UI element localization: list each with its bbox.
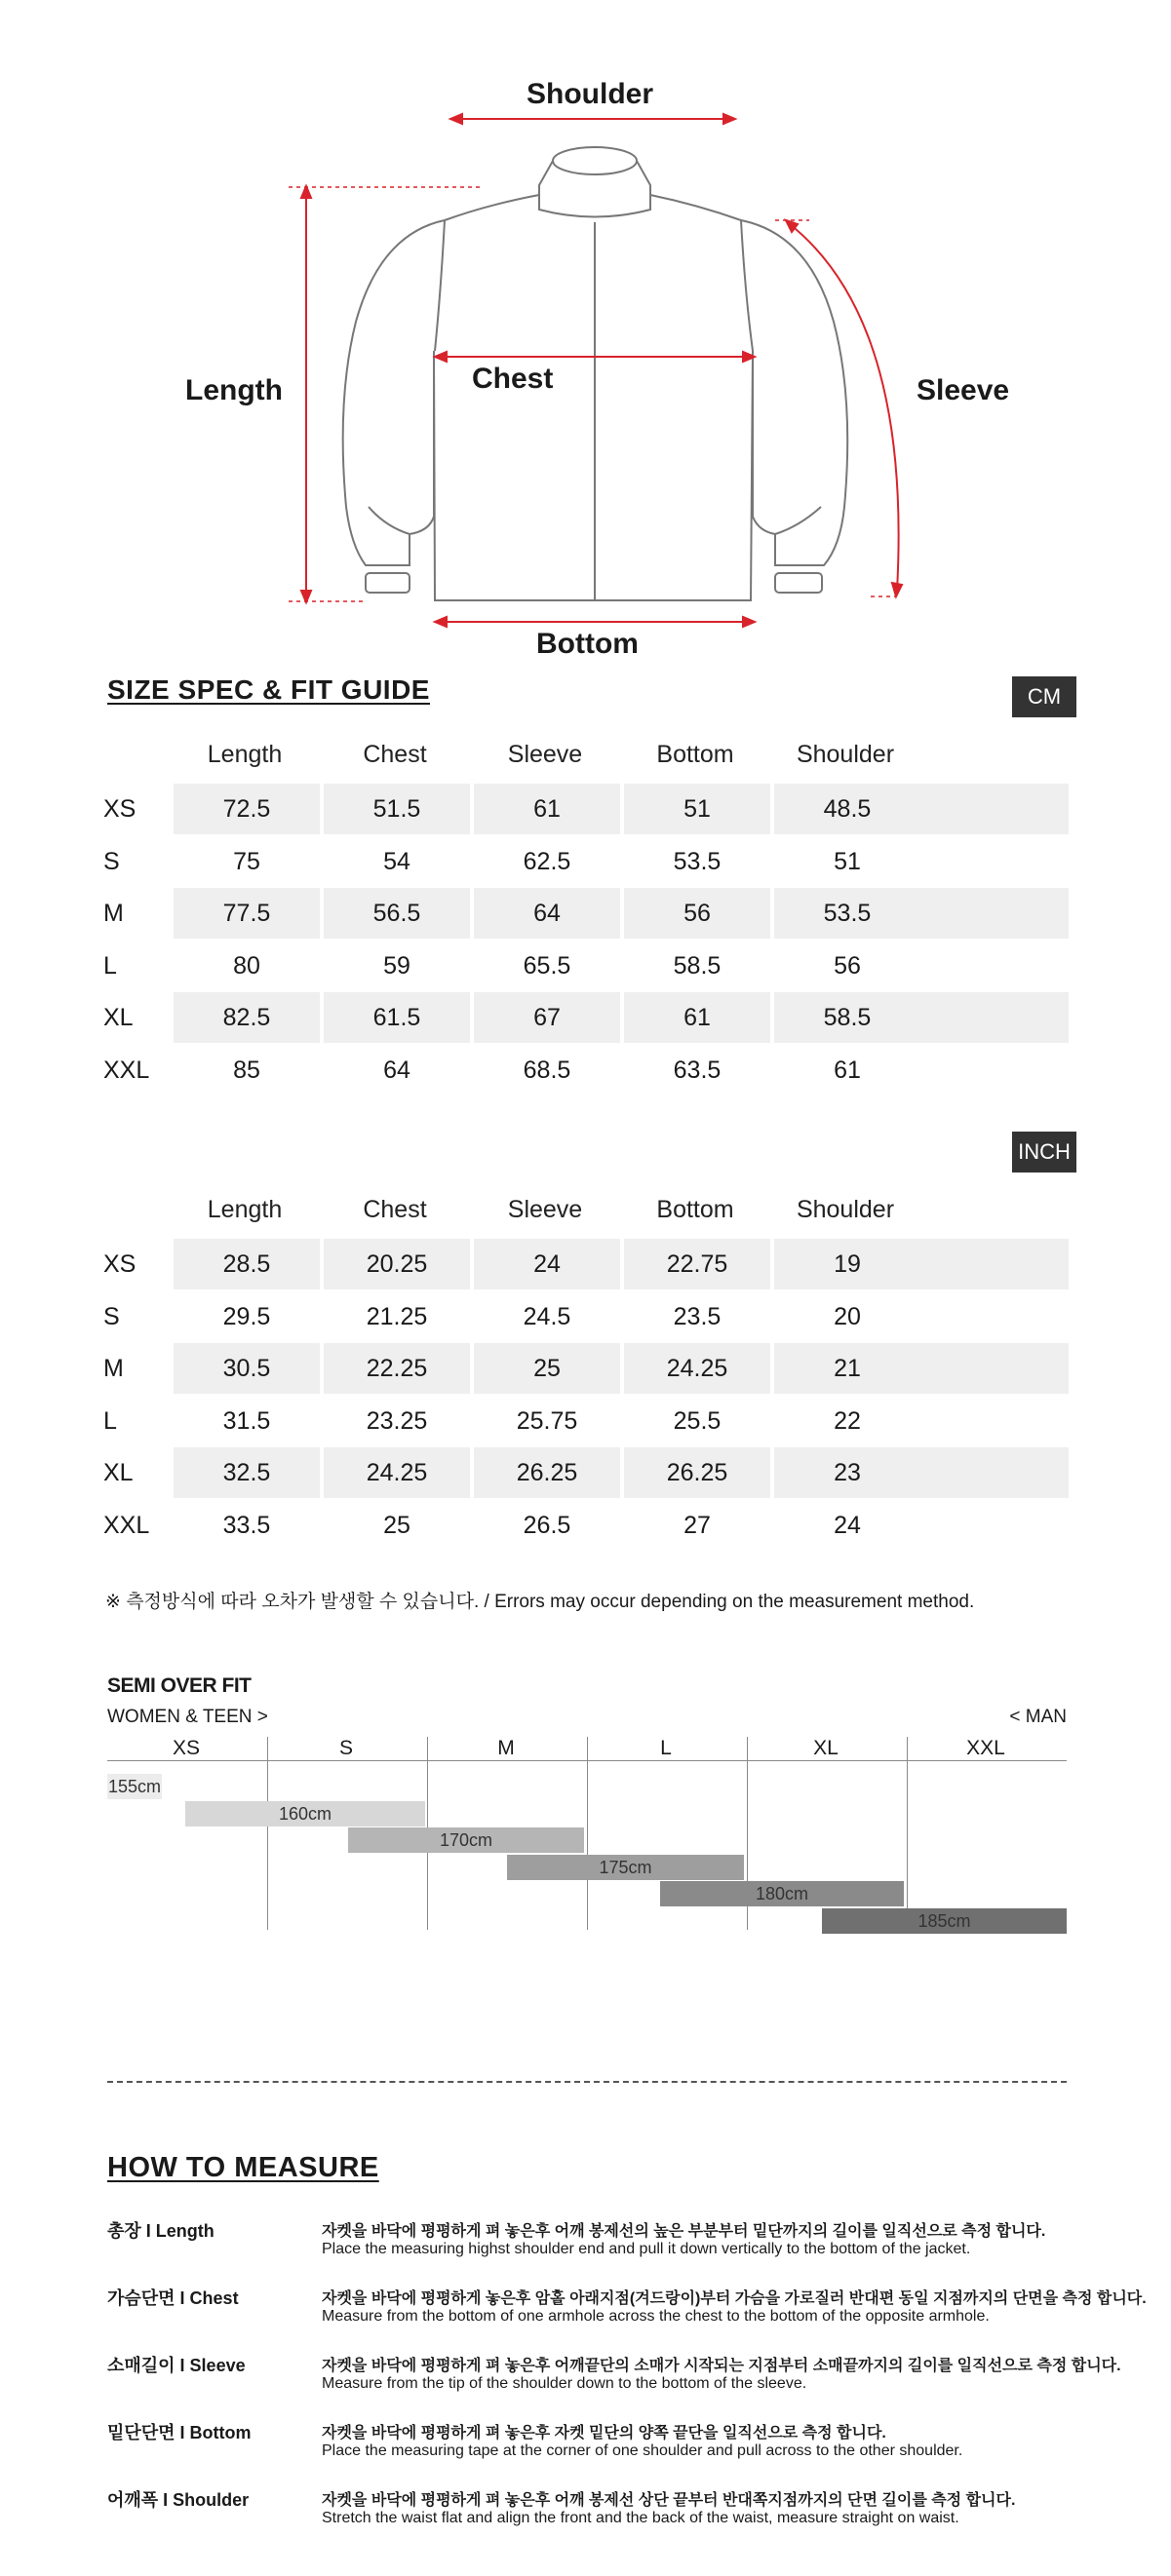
cell-bottom: 22.75: [624, 1239, 770, 1289]
cell-length: 77.5: [174, 888, 320, 939]
cell-shoulder: 53.5: [774, 888, 920, 939]
measure-desc-en: Stretch the waist flat and align the front and the back of the waist, measure straight on waist.: [322, 2510, 959, 2526]
measure-desc-en: Measure from the bottom of one armhole across the chest to the bottom of the opposite armhole.: [322, 2308, 990, 2325]
sleeve-label: Sleeve: [917, 374, 1010, 406]
cell-length: 32.5: [174, 1447, 320, 1498]
measure-desc-kr: 자켓을 바닥에 평평하게 놓은후 암홀 아래지점(겨드랑이)부터 가슴을 가로질러 반대편 동일 지점까지의 단면을 측정 합니다.: [322, 2290, 1147, 2307]
column-header-shoulder: Shoulder: [796, 741, 895, 768]
cell-shoulder: 58.5: [774, 992, 920, 1043]
column-header-sleeve: Sleeve: [507, 1196, 583, 1223]
cm-size-table: [105, 741, 1069, 1092]
fit-height-bar: 155cm: [107, 1774, 162, 1799]
blank-cell: [919, 784, 1069, 834]
measure-label: 어깨폭 I Shoulder: [107, 2490, 250, 2510]
cell-sleeve: 25: [474, 1343, 620, 1394]
cell-chest: 24.25: [324, 1447, 470, 1498]
cell-shoulder: 22: [834, 1406, 861, 1435]
size-label: XXL: [103, 1511, 150, 1539]
size-spec-title: SIZE SPEC & FIT GUIDE: [107, 674, 430, 705]
cell-chest: 23.25: [366, 1406, 428, 1435]
bottom-label: Bottom: [536, 628, 639, 660]
cell-length: 31.5: [222, 1406, 271, 1435]
cell-shoulder: 21: [774, 1343, 920, 1394]
table-row: [105, 888, 1069, 939]
cell-bottom: 27: [683, 1511, 711, 1539]
unit-badge-cm: CM: [1012, 676, 1076, 717]
cell-sleeve: 24: [474, 1239, 620, 1289]
blank-cell: [919, 992, 1069, 1043]
measure-desc-kr: 자켓을 바닥에 평평하게 펴 놓은후 자켓 밑단의 양쪽 끝단을 일직선으로 측정 합니다.: [322, 2425, 886, 2441]
cell-sleeve: 61: [474, 784, 620, 834]
table-row: [105, 836, 1069, 887]
fit-column-line: [587, 1737, 588, 1930]
cell-sleeve: 26.5: [523, 1511, 571, 1539]
cell-length: 28.5: [174, 1239, 320, 1289]
cell-bottom: 51: [624, 784, 770, 834]
fit-height-bar: 180cm: [660, 1881, 904, 1906]
measure-label: 가슴단면 I Chest: [107, 2288, 239, 2308]
unit-badge-inch: INCH: [1012, 1132, 1076, 1173]
chest-label: Chest: [472, 363, 554, 395]
cell-sleeve: 25.75: [516, 1406, 578, 1435]
fit-height-bar: 170cm: [348, 1827, 584, 1853]
table-row: [105, 1396, 1069, 1446]
cell-length: 82.5: [174, 992, 320, 1043]
size-label: M: [103, 900, 124, 927]
blank-cell: [919, 1239, 1069, 1289]
blank-cell: [919, 1343, 1069, 1394]
table-header: [105, 1196, 1069, 1235]
fit-size-l: L: [660, 1737, 672, 1759]
cell-shoulder: 24: [834, 1511, 861, 1539]
measurement-note: ※ 측정방식에 따라 오차가 발생할 수 있습니다. / Errors may occur depending on the measurement method.: [105, 1592, 975, 1612]
column-header-shoulder: Shoulder: [796, 1196, 895, 1223]
cell-sleeve: 64: [474, 888, 620, 939]
cell-bottom: 26.25: [624, 1447, 770, 1498]
blank-cell: [919, 888, 1069, 939]
cell-bottom: 53.5: [673, 847, 722, 875]
table-row: [105, 784, 1069, 834]
measure-desc-kr: 자켓을 바닥에 평평하게 펴 놓은후 어깨 봉제선 상단 끝부터 반대쪽지점까지의 단면 길이를 측정 합니다.: [322, 2492, 1016, 2509]
cell-length: 80: [233, 951, 260, 980]
table-row: [105, 1343, 1069, 1394]
cell-chest: 54: [383, 847, 410, 875]
cell-shoulder: 48.5: [774, 784, 920, 834]
size-label: XXL: [103, 1056, 150, 1084]
measure-label: 밑단단면 I Bottom: [107, 2423, 252, 2442]
table-row: [105, 1500, 1069, 1551]
cell-sleeve: 62.5: [523, 847, 571, 875]
size-label: XL: [103, 1004, 134, 1031]
table-row: [105, 1291, 1069, 1342]
cell-bottom: 24.25: [624, 1343, 770, 1394]
measure-desc-kr: 자켓을 바닥에 평평하게 펴 놓은후 어깨끝단의 소매가 시작되는 지점부터 소매끝까지의 길이를 일직선으로 측정 합니다.: [322, 2358, 1121, 2374]
measure-desc-en: Place the measuring tape at the corner of one shoulder and pull across to the other shoulder.: [322, 2442, 963, 2459]
size-label: M: [103, 1355, 124, 1382]
cell-chest: 20.25: [324, 1239, 470, 1289]
column-header-chest: Chest: [363, 1196, 427, 1223]
fit-size-xxl: XXL: [966, 1737, 1005, 1759]
blank-cell: [919, 1447, 1069, 1498]
column-header-chest: Chest: [363, 741, 427, 768]
cell-shoulder: 19: [774, 1239, 920, 1289]
cell-bottom: 61: [624, 992, 770, 1043]
table-row: [105, 1447, 1069, 1498]
cell-sleeve: 26.25: [474, 1447, 620, 1498]
cell-bottom: 23.5: [673, 1302, 722, 1330]
cell-chest: 56.5: [324, 888, 470, 939]
cell-chest: 25: [383, 1511, 410, 1539]
shoulder-label: Shoulder: [527, 78, 654, 110]
fit-height-bar: 175cm: [507, 1855, 744, 1880]
cell-bottom: 58.5: [673, 951, 722, 980]
fit-title: SEMI OVER FIT: [107, 1674, 252, 1697]
column-header-length: Length: [207, 741, 283, 768]
length-label: Length: [185, 374, 283, 406]
fit-size-m: M: [497, 1737, 515, 1759]
fit-height-bar: 160cm: [185, 1801, 425, 1826]
cell-shoulder: 56: [834, 951, 861, 980]
fit-height-bar: 185cm: [822, 1908, 1067, 1934]
cell-sleeve: 24.5: [523, 1302, 571, 1330]
measure-desc-en: Place the measuring highst shoulder end and pull it down vertically to the bottom of the jacket.: [322, 2241, 971, 2257]
cell-length: 29.5: [222, 1302, 271, 1330]
inch-size-table: [105, 1196, 1069, 1547]
fit-left-label: WOMEN & TEEN >: [107, 1707, 268, 1727]
fit-divider: [107, 1760, 1067, 1761]
fit-size-xl: XL: [813, 1737, 839, 1759]
cell-chest: 22.25: [324, 1343, 470, 1394]
column-header-sleeve: Sleeve: [507, 741, 583, 768]
cell-length: 75: [233, 847, 260, 875]
table-header: [105, 741, 1069, 780]
size-label: S: [103, 847, 120, 875]
cell-shoulder: 23: [774, 1447, 920, 1498]
fit-size-s: S: [338, 1737, 353, 1759]
cell-chest: 59: [383, 951, 410, 980]
size-label: L: [103, 1406, 117, 1435]
cell-sleeve: 65.5: [523, 951, 571, 980]
measure-desc-en: Measure from the tip of the shoulder down to the bottom of the sleeve.: [322, 2375, 807, 2392]
measure-desc-kr: 자켓을 바닥에 평평하게 펴 놓은후 어깨 봉제선의 높은 부분부터 밑단까지의 길이를 일직선으로 측정 합니다.: [322, 2223, 1046, 2240]
cell-length: 30.5: [174, 1343, 320, 1394]
cell-chest: 21.25: [366, 1302, 428, 1330]
table-row: [105, 941, 1069, 991]
cell-length: 72.5: [174, 784, 320, 834]
size-label: L: [103, 951, 117, 980]
column-header-bottom: Bottom: [656, 1196, 734, 1223]
table-row: [105, 1045, 1069, 1096]
cell-bottom: 56: [624, 888, 770, 939]
cell-sleeve: 67: [474, 992, 620, 1043]
fit-column-line: [267, 1737, 268, 1930]
table-row: [105, 992, 1069, 1043]
cell-sleeve: 68.5: [523, 1056, 571, 1084]
cell-shoulder: 61: [834, 1056, 861, 1084]
size-label: XS: [103, 795, 137, 823]
cell-length: 85: [233, 1056, 260, 1084]
size-label: XL: [103, 1459, 134, 1486]
cell-chest: 61.5: [324, 992, 470, 1043]
size-label: S: [103, 1302, 120, 1330]
how-to-measure-title: HOW TO MEASURE: [107, 2152, 379, 2183]
table-row: [105, 1239, 1069, 1289]
column-header-length: Length: [207, 1196, 283, 1223]
measure-label: 총장 I Length: [107, 2221, 215, 2241]
fit-column-line: [907, 1737, 908, 1930]
fit-right-label: < MAN: [1009, 1707, 1067, 1727]
column-header-bottom: Bottom: [656, 741, 734, 768]
fit-size-xs: XS: [172, 1737, 200, 1759]
cell-bottom: 25.5: [673, 1406, 722, 1435]
section-divider: [107, 2081, 1067, 2083]
cell-chest: 64: [383, 1056, 410, 1084]
cell-bottom: 63.5: [673, 1056, 722, 1084]
cell-shoulder: 51: [834, 847, 861, 875]
measure-label: 소매길이 I Sleeve: [107, 2356, 246, 2375]
size-label: XS: [103, 1250, 137, 1278]
cell-shoulder: 20: [834, 1302, 861, 1330]
cell-length: 33.5: [222, 1511, 271, 1539]
cell-chest: 51.5: [324, 784, 470, 834]
